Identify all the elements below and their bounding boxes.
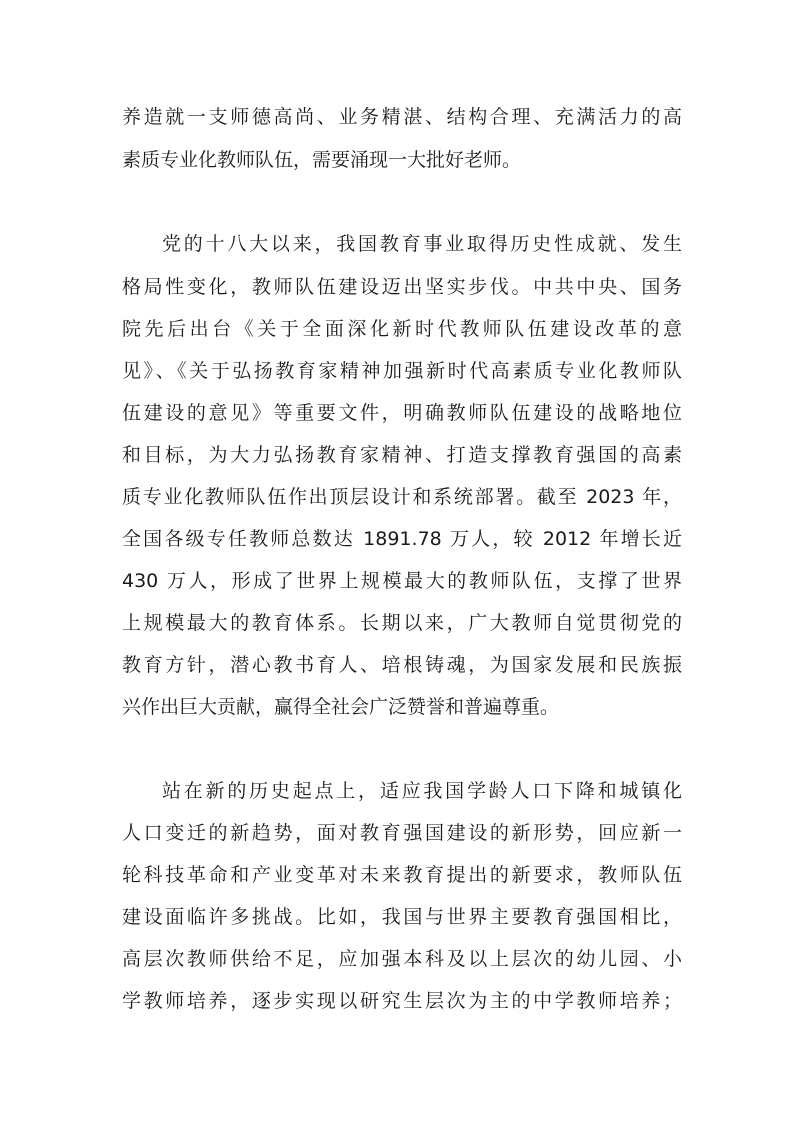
paragraph-1-line-2: 素质专业化教师队伍，需要涌现一大批好老师。 (122, 149, 522, 171)
paragraph-2-line-5: 伍建设的意见》等重要文件，明确教师队伍建设的战略地位 (122, 402, 682, 424)
paragraph-2-line-6: 和目标，为大力弘扬教育家精神、打造支撑教育强国的高素 (122, 444, 682, 466)
paragraph-2-line-11: 教育方针，潜心教书育人、培根铸魂，为国家发展和民族振 (122, 654, 682, 676)
paragraph-2-line-1: 党的十八大以来，我国教育事业取得历史性成就、发生 (162, 233, 682, 255)
paragraph-3-line-1: 站在新的历史起点上，适应我国学龄人口下降和城镇化 (162, 780, 682, 802)
paragraph-2-line-8: 全国各级专任教师总数达 1891.78 万人，较 2012 年增长近 (122, 528, 682, 550)
paragraph-2-line-7: 质专业化教师队伍作出顶层设计和系统部署。截至 2023 年， (122, 486, 682, 508)
paragraph-2-line-12: 兴作出巨大贡献，赢得全社会广泛赞誉和普遍尊重。 (122, 696, 560, 718)
paragraph-1-line-1: 养造就一支师德高尚、业务精湛、结构合理、充满活力的高 (122, 106, 682, 128)
paragraph-2-line-3: 院先后出台《关于全面深化新时代教师队伍建设改革的意 (122, 318, 682, 340)
paragraph-2-line-9: 430 万人，形成了世界上规模最大的教师队伍，支撑了世界 (122, 570, 682, 592)
paragraph-2-line-4: 见》、《关于弘扬教育家精神加强新时代高素质专业化教师队 (122, 360, 682, 382)
paragraph-3-line-4: 建设面临许多挑战。比如，我国与世界主要教育强国相比， (122, 906, 682, 928)
paragraph-3-line-5: 高层次教师供给不足，应加强本科及以上层次的幼儿园、小 (122, 948, 682, 970)
paragraph-2-line-10: 上规模最大的教育体系。长期以来，广大教师自觉贯彻党的 (122, 612, 682, 634)
paragraph-3-line-2: 人口变迁的新趋势，面对教育强国建设的新形势，回应新一 (122, 822, 682, 844)
paragraph-3-line-3: 轮科技革命和产业变革对未来教育提出的新要求，教师队伍 (122, 864, 682, 886)
paragraph-3-line-6: 学教师培养，逐步实现以研究生层次为主的中学教师培养； (122, 990, 682, 1012)
paragraph-2-line-2: 格局性变化，教师队伍建设迈出坚实步伐。中共中央、国务 (122, 276, 682, 298)
